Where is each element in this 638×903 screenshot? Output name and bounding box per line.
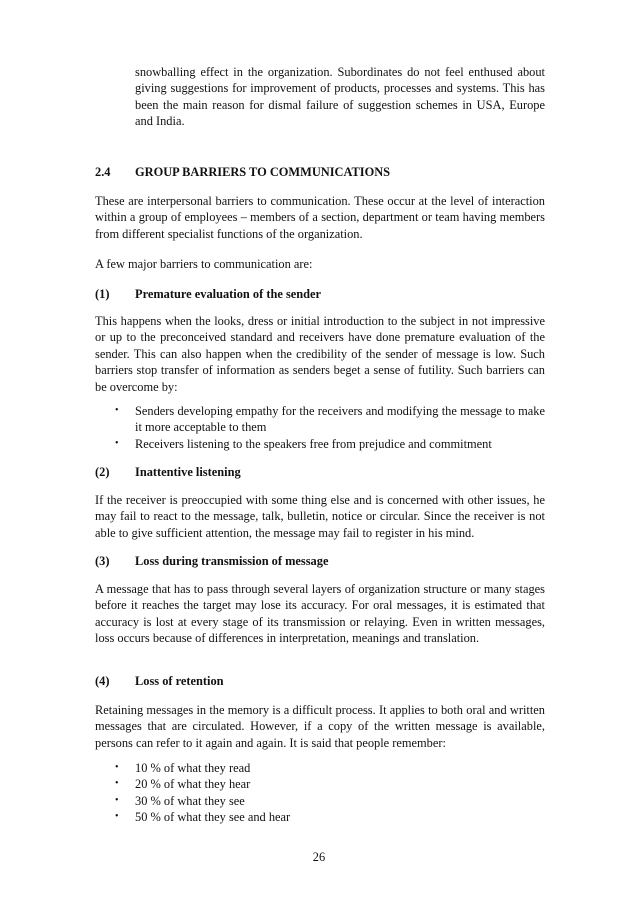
section-heading bbox=[95, 164, 545, 180]
list-item: • 20 % of what they hear bbox=[115, 777, 251, 792]
section-title: GROUP BARRIERS TO COMMUNICATIONS bbox=[135, 165, 391, 179]
barrier-2-title: Inattentive listening bbox=[135, 465, 241, 479]
barrier-3-heading bbox=[95, 553, 545, 569]
page-number: 26 bbox=[312, 850, 326, 864]
barrier-4-heading bbox=[95, 673, 545, 689]
list-item: • Receivers listening to the speakers free from prejudice and commitment bbox=[115, 436, 492, 451]
bullet-icon: • bbox=[115, 405, 119, 416]
barrier-1-title: Premature evaluation of the sender bbox=[135, 287, 322, 301]
intro-paragraph: snowballing effect in the organization. Subordinates do not feel enthused about giving suggestions for improvement of products, processes and systems. This has been the main reason for dismal failure of suggestion schemes in USA, Europe and India. bbox=[135, 65, 545, 129]
barrier-2-heading bbox=[95, 464, 545, 480]
bullet-icon: • bbox=[115, 762, 119, 773]
bullet-icon: • bbox=[115, 794, 119, 806]
list-item: • 30 % of what they see bbox=[115, 793, 245, 808]
barrier-2-paragraph: If the receiver is preoccupied with some thing else and is concerned with other issues, he may fail to react to the message, talk, bulletin, notice or circular. Since the receiver is not able to give sufficient attention, the message may fail to register in his mind. bbox=[95, 493, 545, 540]
section-number: 2.4 bbox=[95, 165, 111, 179]
barrier-4-bullet-list bbox=[95, 760, 545, 826]
bullet-icon: • bbox=[115, 778, 119, 790]
barrier-1-number: (1) bbox=[95, 287, 110, 301]
barrier-4-title: Loss of retention bbox=[135, 674, 224, 688]
list-item: • 50 % of what they see and hear bbox=[115, 810, 291, 825]
list-item: • 10 % of what they read bbox=[115, 761, 251, 775]
section-paragraph: These are interpersonal barriers to communication. These occur at the level of interaction within a group of employees – members of a section, department or team having members from different specialist functions of the organization. bbox=[95, 194, 545, 241]
barrier-4-paragraph: Retaining messages in the memory is a difficult process. It applies to both oral and written messages that are circulated. However, if a copy of the written message is available, persons can refer to it again and again. It is said that people remember: bbox=[95, 703, 545, 750]
barrier-1-bullet-list bbox=[95, 403, 545, 452]
section-lead-in: A few major barriers to communication are: bbox=[95, 257, 313, 271]
barrier-1-paragraph: This happens when the looks, dress or initial introduction to the subject in not impressive or up to the preconceived standard and receivers have done premature evaluation of the sender. This can also happen when the credibility of the sender of message is low. Such barriers stop transfer of information as senders beget a sense of futility. Such barriers can be overcome by: bbox=[95, 314, 545, 394]
barrier-3-number: (3) bbox=[95, 554, 110, 568]
barrier-3-title: Loss during transmission of message bbox=[135, 554, 329, 568]
list-item: • Senders developing empathy for the receivers and modifying the message to make it more acceptable to them bbox=[115, 404, 545, 435]
bullet-icon: • bbox=[115, 437, 119, 449]
barrier-1-heading bbox=[95, 286, 545, 302]
bullet-icon: • bbox=[115, 811, 119, 823]
barrier-4-number: (4) bbox=[95, 674, 110, 688]
barrier-2-number: (2) bbox=[95, 465, 110, 479]
barrier-3-paragraph: A message that has to pass through several layers of organization structure or many stages before it reaches the target may lose its accuracy. For oral messages, it is estimated that accuracy is lost at every stage of its transmission or relaying. Even in written messages, loss occurs because of differences in interpretation, meanings and translation. bbox=[95, 582, 545, 646]
